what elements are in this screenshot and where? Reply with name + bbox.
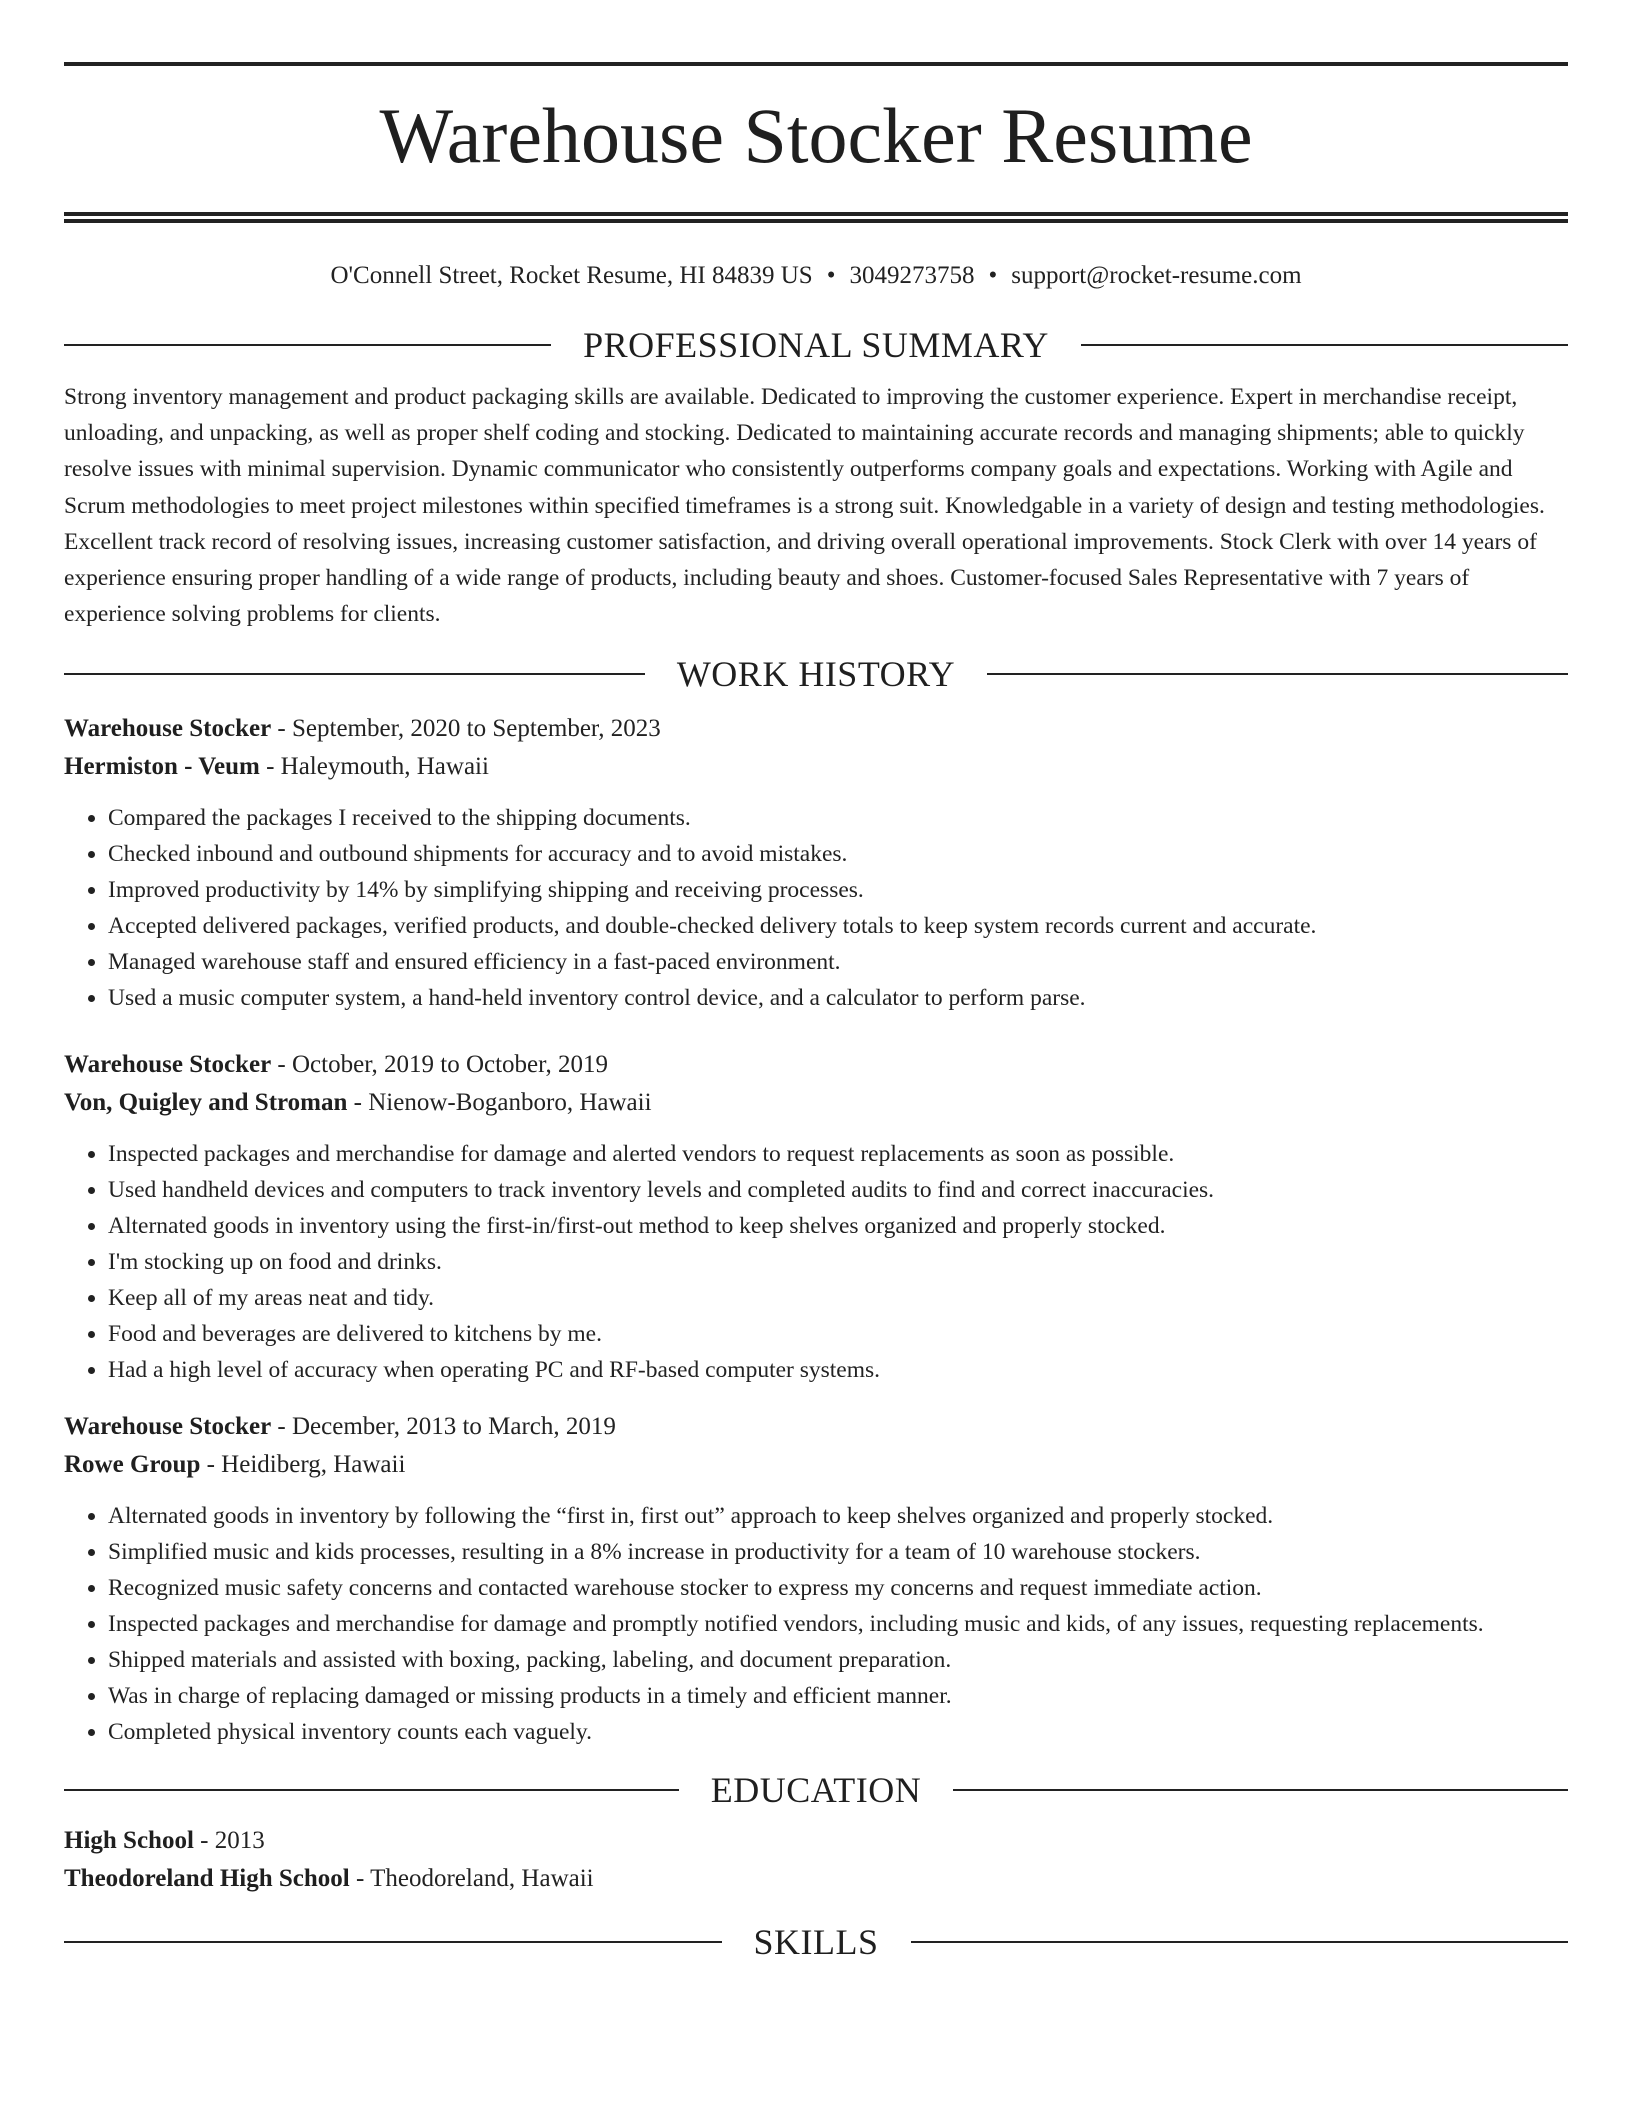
job-bullet: • Used a music computer system, a hand-held inventory control device, and a calculator to perform parse. <box>108 980 1568 1016</box>
section-title-work: WORK HISTORY <box>676 654 956 695</box>
job-bullet: • Improved productivity by 14% by simplifying shipping and receiving processes. <box>108 872 1568 908</box>
job-title-line <box>64 1046 1568 1084</box>
job-bullet: • Used handheld devices and computers to track inventory levels and completed audits to find and correct inaccuracies. <box>108 1172 1568 1208</box>
job-bullet: • Shipped materials and assisted with boxing, packing, labeling, and document preparation. <box>108 1642 1568 1678</box>
contact-phone: 3049273758 <box>849 262 975 289</box>
education-location: - Theodoreland, Hawaii <box>349 1865 594 1893</box>
contact-separator: • <box>988 262 998 289</box>
job-dates: - December, 2013 to March, 2019 <box>271 1413 616 1441</box>
job-company: Rowe Group <box>64 1451 201 1479</box>
job-bullet: • Compared the packages I received to the shipping documents. <box>108 800 1568 836</box>
heading-rule <box>64 344 551 346</box>
job-bullet: • Had a high level of accuracy when operating PC and RF-based computer systems. <box>108 1352 1568 1388</box>
summary-text: Strong inventory management and product packaging skills are available. Dedicated to improving the customer experience. Expert in merchandise receipt, unloading, and unpacking, as well as proper shelf coding and stocking. Dedicated to maintaining accurate records and managing shipments; able to quickly resolve issues with minimal supervision. Dynamic communicator who consistently outperforms company goals and expectations. Working with Agile and Scrum methodologies to meet project milestones within specified timeframes is a strong suit. Knowledgable in a variety of design and testing methodologies. Excellent track record of resolving issues, increasing customer satisfaction, and driving overall operational improvements. Stock Clerk with over 14 years of experience ensuring proper handling of a wide range of products, including beauty and shoes. Customer-focused Sales Representative with 7 years of experience solving problems for clients. <box>64 384 1545 628</box>
job-entry <box>64 1046 1568 1388</box>
job-bullet: • Managed warehouse staff and ensured efficiency in a fast-paced environment. <box>108 944 1568 980</box>
heading-rule <box>1081 344 1568 346</box>
job-bullet: • Recognized music safety concerns and contacted warehouse stocker to express my concerns and request immediate action. <box>108 1570 1568 1606</box>
job-bullet: • Alternated goods in inventory by following the “first in, first out” approach to keep shelves organized and properly stocked. <box>108 1498 1568 1534</box>
job-title: Warehouse Stocker <box>64 1413 272 1441</box>
section-heading-skills <box>64 1920 1568 1964</box>
section-title-education: EDUCATION <box>710 1770 922 1811</box>
job-bullet: • Alternated goods in inventory using the first-in/first-out method to keep shelves organized and properly stocked. <box>108 1208 1568 1244</box>
job-dates: - October, 2019 to October, 2019 <box>271 1051 608 1079</box>
contact-separator: • <box>826 262 836 289</box>
heading-rule <box>64 1941 722 1943</box>
resume-title: Warehouse Stocker Resume <box>379 92 1253 179</box>
job-bullets <box>64 800 1568 1016</box>
education-degree-line <box>64 1822 1568 1860</box>
job-company-line <box>64 1446 1568 1484</box>
job-bullet: • Inspected packages and merchandise for damage and alerted vendors to request replacements as soon as possible. <box>108 1136 1568 1172</box>
job-location: - Heidiberg, Hawaii <box>200 1451 406 1479</box>
job-bullets <box>64 1498 1568 1750</box>
job-bullet: • Simplified music and kids processes, resulting in a 8% increase in productivity for a team of 10 warehouse stockers. <box>108 1534 1568 1570</box>
top-rule <box>64 62 1568 66</box>
contact-address: O'Connell Street, Rocket Resume, HI 84839 US <box>330 262 813 289</box>
section-heading-work <box>64 652 1568 696</box>
section-heading-education <box>64 1768 1568 1812</box>
job-bullet: • Completed physical inventory counts each vaguely. <box>108 1714 1568 1750</box>
job-location: - Haleymouth, Hawaii <box>259 753 489 781</box>
education-degree: High School <box>64 1827 194 1855</box>
job-entry <box>64 710 1568 1016</box>
job-title-line <box>64 710 1568 748</box>
education-school: Theodoreland High School <box>64 1865 350 1893</box>
job-location: - Nienow-Boganboro, Hawaii <box>347 1089 652 1117</box>
job-entry <box>64 1408 1568 1750</box>
contact-email: support@rocket-resume.com <box>1011 262 1302 289</box>
job-bullet: • Checked inbound and outbound shipments for accuracy and to avoid mistakes. <box>108 836 1568 872</box>
section-title-skills: SKILLS <box>753 1922 879 1963</box>
job-dates: - September, 2020 to September, 2023 <box>271 715 661 743</box>
job-bullets <box>64 1136 1568 1388</box>
section-title-summary: PROFESSIONAL SUMMARY <box>583 325 1049 365</box>
job-title: Warehouse Stocker <box>64 715 272 743</box>
job-company-line <box>64 748 1568 786</box>
title-double-rule <box>64 212 1568 223</box>
heading-rule <box>953 1789 1568 1791</box>
job-title: Warehouse Stocker <box>64 1051 272 1079</box>
contact-line <box>64 259 1568 293</box>
education-school-line <box>64 1860 1568 1898</box>
heading-rule <box>64 1789 679 1791</box>
job-company-line <box>64 1084 1568 1122</box>
job-bullet: • Inspected packages and merchandise for damage and promptly notified vendors, including music and kids, of any issues, requesting replacements. <box>108 1606 1568 1642</box>
job-bullet: • I'm stocking up on food and drinks. <box>108 1244 1568 1280</box>
education-year: - 2013 <box>193 1827 265 1855</box>
education-entry <box>64 1822 1568 1898</box>
heading-rule <box>911 1941 1569 1943</box>
job-bullet: • Accepted delivered packages, verified products, and double-checked delivery totals to keep system records current and accurate. <box>108 908 1568 944</box>
job-bullet: • Keep all of my areas neat and tidy. <box>108 1280 1568 1316</box>
job-company: Von, Quigley and Stroman <box>64 1089 348 1117</box>
job-title-line <box>64 1408 1568 1446</box>
heading-rule <box>64 673 645 675</box>
job-bullet: • Was in charge of replacing damaged or missing products in a timely and efficient manner. <box>108 1678 1568 1714</box>
job-bullet: • Food and beverages are delivered to kitchens by me. <box>108 1316 1568 1352</box>
job-company: Hermiston - Veum <box>64 753 260 781</box>
heading-rule <box>987 673 1568 675</box>
section-heading-summary <box>64 323 1568 367</box>
